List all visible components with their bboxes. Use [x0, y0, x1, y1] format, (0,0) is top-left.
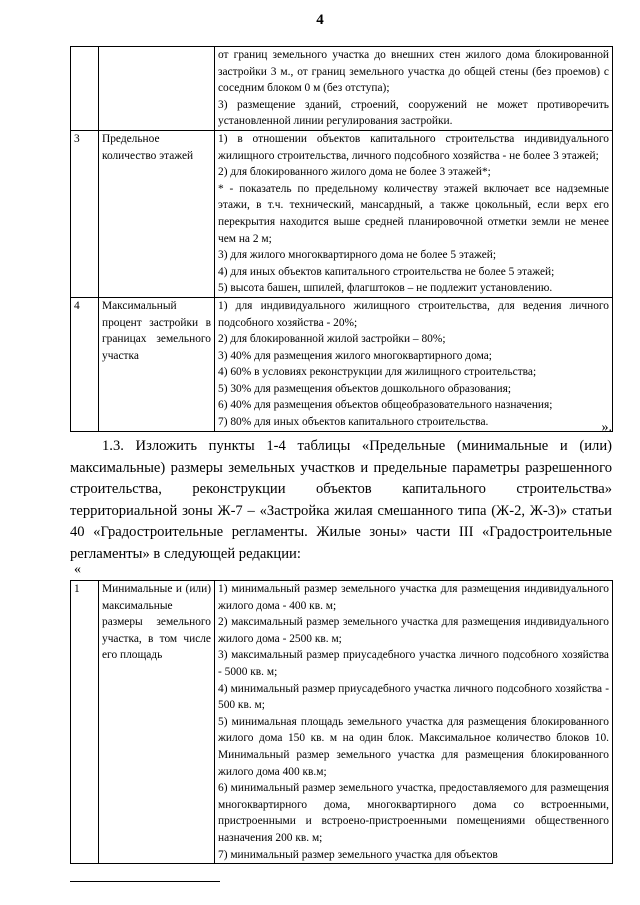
cell-number: 1	[71, 581, 99, 864]
list-item: 5) минимальная площадь земельного участка для размещения блокированного жилого дома 150 кв. м на один блок. Максимальное количество блоков 10. Минимальный размер земельного участка для размещения блокированного жилого дома 400 кв.м;	[218, 715, 609, 778]
list-item: 3) размещение зданий, строений, сооружений не может противоречить установленной линии регулирования застройки.	[218, 98, 609, 128]
list-item: 3) для жилого многоквартирного дома не более 5 этажей;	[218, 249, 497, 262]
cell-values	[215, 297, 613, 431]
regulations-table-top	[70, 46, 613, 432]
cell-values	[215, 130, 613, 297]
list-item: 5) 30% для размещения объектов дошкольного образования;	[218, 382, 511, 395]
cell-values	[215, 581, 613, 864]
cell-parameter: Предельное количество этажей	[99, 130, 215, 297]
table-row	[71, 130, 613, 297]
list-item: 1) минимальный размер земельного участка для размещения индивидуального жилого дома - 400 кв. м;	[218, 583, 609, 612]
list-item: 2) для блокированного жилого дома не более 3 этажей*;	[218, 166, 491, 179]
cell-number: 3	[71, 130, 99, 297]
list-item: * - показатель по предельному количеству этажей включает все надземные этажи, в т.ч. технический, мансардный, а также цокольный, если верх его перекрытия находится выше средней планировочной отметки земли не менее чем на 2 м;	[218, 182, 609, 245]
regulations-table-bottom	[70, 580, 613, 864]
list-item: 4) 60% в условиях реконструкции для жилищного строительства;	[218, 366, 537, 379]
list-item: 1) для индивидуального жилищного строительства, для ведения личного подсобного хозяйства - 20%;	[218, 299, 609, 329]
closing-quote: ».	[601, 420, 612, 435]
cell-parameter: Минимальные и (или) максимальные размеры земельного участка, в том числе его площадь	[99, 581, 215, 864]
list-item: 5) высота башен, шпилей, флагштоков – не подлежит установлению.	[218, 282, 553, 295]
list-item: 1) в отношении объектов капитального строительства индивидуального жилищного строительства, личного подсобного хозяйства - не более 3 этажей;	[218, 132, 609, 162]
list-item: от границ земельного участка до внешних стен жилого дома блокированной застройки 3 м., от границ земельного участка до общей стены (без проемов) с соседним блоком 0 м (без отступа);	[218, 49, 609, 95]
list-item: 2) для блокированной жилой застройки – 80%;	[218, 333, 446, 346]
table-row	[71, 47, 613, 131]
page-number: 4	[316, 12, 324, 28]
list-item: 3) максимальный размер приусадебного участка личного подсобного хозяйства - 5000 кв. м;	[218, 649, 609, 678]
cell-parameter	[99, 47, 215, 131]
table-row	[71, 297, 613, 431]
list-item: 6) минимальный размер земельного участка, предоставляемого для размещения многоквартирного дома, многоквартирного дома со встроенными, пристроенными и встроено-пристроенными помещениями общественного назначения 200 кв. м;	[218, 782, 609, 844]
list-item: 7) 80% для иных объектов капитального строительства.	[218, 416, 489, 429]
footer-rule	[70, 881, 220, 882]
amendment-paragraph	[70, 436, 612, 566]
list-item: 7) минимальный размер земельного участка для объектов	[218, 848, 498, 861]
cell-parameter: Максимальный процент застройки в границах земельного участка	[99, 297, 215, 431]
cell-values	[215, 47, 613, 131]
list-item: 3) 40% для размещения жилого многоквартирного дома;	[218, 349, 492, 362]
paragraph-text: 1.3. Изложить пункты 1-4 таблицы «Предельные (минимальные и (или) максимальные) размеры земельных участков и предельные параметры разрешенного строительства, реконструкции объектов капитального строительства» территориальной зоны Ж-7 – «Застройка жилая смешанного типа (Ж-2, Ж-3)» статьи 40 «Градостроительные регламенты. Жилые зоны» части III «Градостроительные регламенты» в следующей редакции:	[70, 438, 612, 562]
list-item: 4) для иных объектов капитального строительства не более 5 этажей;	[218, 265, 555, 278]
opening-quote: «	[74, 562, 81, 577]
cell-number: 4	[71, 297, 99, 431]
list-item: 4) минимальный размер приусадебного участка личного подсобного хозяйства - 500 кв. м;	[218, 682, 609, 712]
list-item: 2) максимальный размер земельного участка для размещения индивидуального жилого дома - 2500 кв. м;	[218, 616, 609, 645]
cell-number	[71, 47, 99, 131]
table-row	[71, 581, 613, 864]
list-item: 6) 40% для размещения объектов общеобразовательного назначения;	[218, 399, 553, 412]
